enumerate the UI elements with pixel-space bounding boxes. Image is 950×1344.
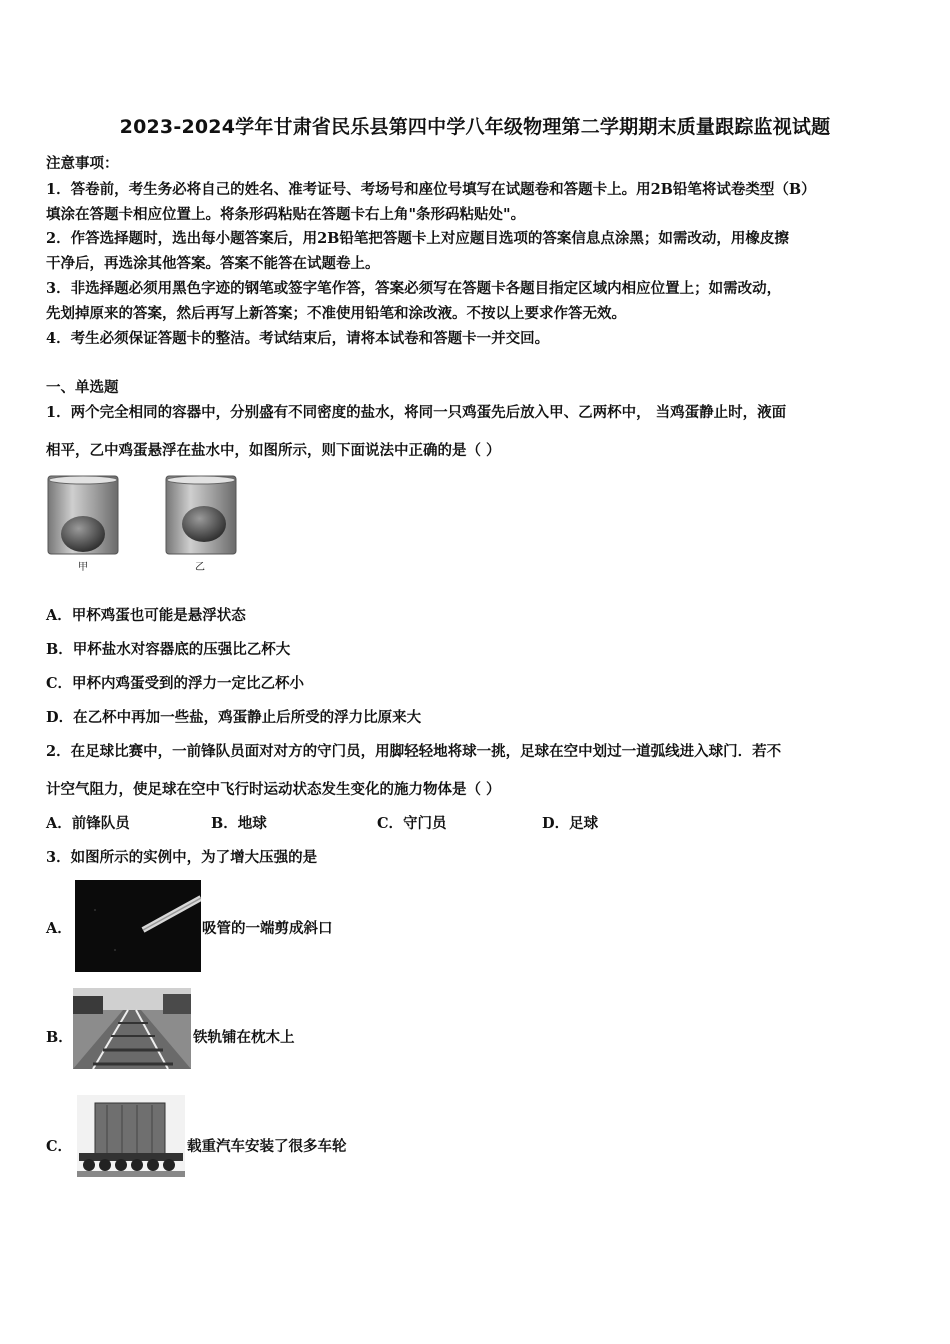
notice-line: 3．非选择题必须用黑色字迹的钢笔或签字笔作答，答案必须写在答题卡各题目指定区域内相应位置上；如需改动，: [46, 280, 782, 297]
option: B．甲杯盐水对容器底的压强比乙杯大: [46, 641, 291, 658]
question-2-line-1: 2．在足球比赛中，一前锋队员面对对方的守门员，用脚轻轻地将球一挑，足球在空中划过一道弧线进入球门．若不: [46, 743, 782, 760]
option: D．足球: [542, 815, 599, 832]
option-text: 铁轨铺在枕木上: [193, 1029, 295, 1046]
straw-photo: [75, 880, 201, 972]
railway-photo: [73, 988, 191, 1069]
option: B．地球: [211, 815, 267, 832]
option-text: 吸管的一端剪成斜口: [202, 920, 333, 937]
figure-label-jia: 甲: [78, 562, 88, 573]
option: D．在乙杯中再加一些盐，鸡蛋静止后所受的浮力比原来大: [46, 709, 422, 726]
question-2-line-2: 计空气阻力，使足球在空中飞行时运动状态发生变化的施力物体是（ ）: [46, 781, 501, 798]
question-3-stem: 3．如图所示的实例中，为了增大压强的是: [46, 849, 318, 866]
section-heading: 一、单选题: [46, 379, 119, 396]
page-title: 2023-2024学年甘肃省民乐县第四中学八年级物理第二学期期末质量跟踪监视试题: [119, 116, 831, 138]
option: C．守门员: [377, 815, 447, 832]
option-letter: A．: [46, 920, 72, 937]
figure-label-yi: 乙: [195, 562, 205, 573]
option: A．甲杯鸡蛋也可能是悬浮状态: [46, 607, 246, 624]
question-1-line-2: 相平，乙中鸡蛋悬浮在盐水中，如图所示，则下面说法中正确的是（ ）: [46, 442, 501, 459]
option-letter: C．: [46, 1138, 73, 1155]
notice-line: 填涂在答题卡相应位置上。将条形码粘贴在答题卡右上角"条形码粘贴处"。: [46, 206, 526, 223]
notice-heading: 注意事项：: [46, 155, 119, 172]
notice-line: 干净后，再选涂其他答案。答案不能答在试题卷上。: [46, 255, 380, 272]
option: A．前锋队员: [46, 815, 130, 832]
beakers-figure: [46, 472, 238, 572]
truck-photo: [77, 1095, 185, 1177]
option: C．甲杯内鸡蛋受到的浮力一定比乙杯小: [46, 675, 305, 692]
notice-line: 1．答卷前，考生务必将自己的姓名、准考证号、考场号和座位号填写在试题卷和答题卡上。用2B铅笔将试卷类型（B）: [46, 181, 816, 198]
question-1-line-1: 1．两个完全相同的容器中，分别盛有不同密度的盐水，将同一只鸡蛋先后放入甲、乙两杯中， 当鸡蛋静止时，液面: [46, 404, 787, 421]
notice-line: 2．作答选择题时，选出每小题答案后，用2B铅笔把答题卡上对应题目选项的答案信息点涂黑；如需改动，用橡皮擦: [46, 230, 789, 247]
notice-line: 4．考生必须保证答题卡的整洁。考试结束后，请将本试卷和答题卡一并交回。: [46, 330, 550, 347]
notice-line: 先划掉原来的答案，然后再写上新答案；不准使用铅笔和涂改液。不按以上要求作答无效。: [46, 305, 626, 322]
option-text: 载重汽车安装了很多车轮: [187, 1138, 347, 1155]
option-letter: B．: [46, 1029, 73, 1046]
